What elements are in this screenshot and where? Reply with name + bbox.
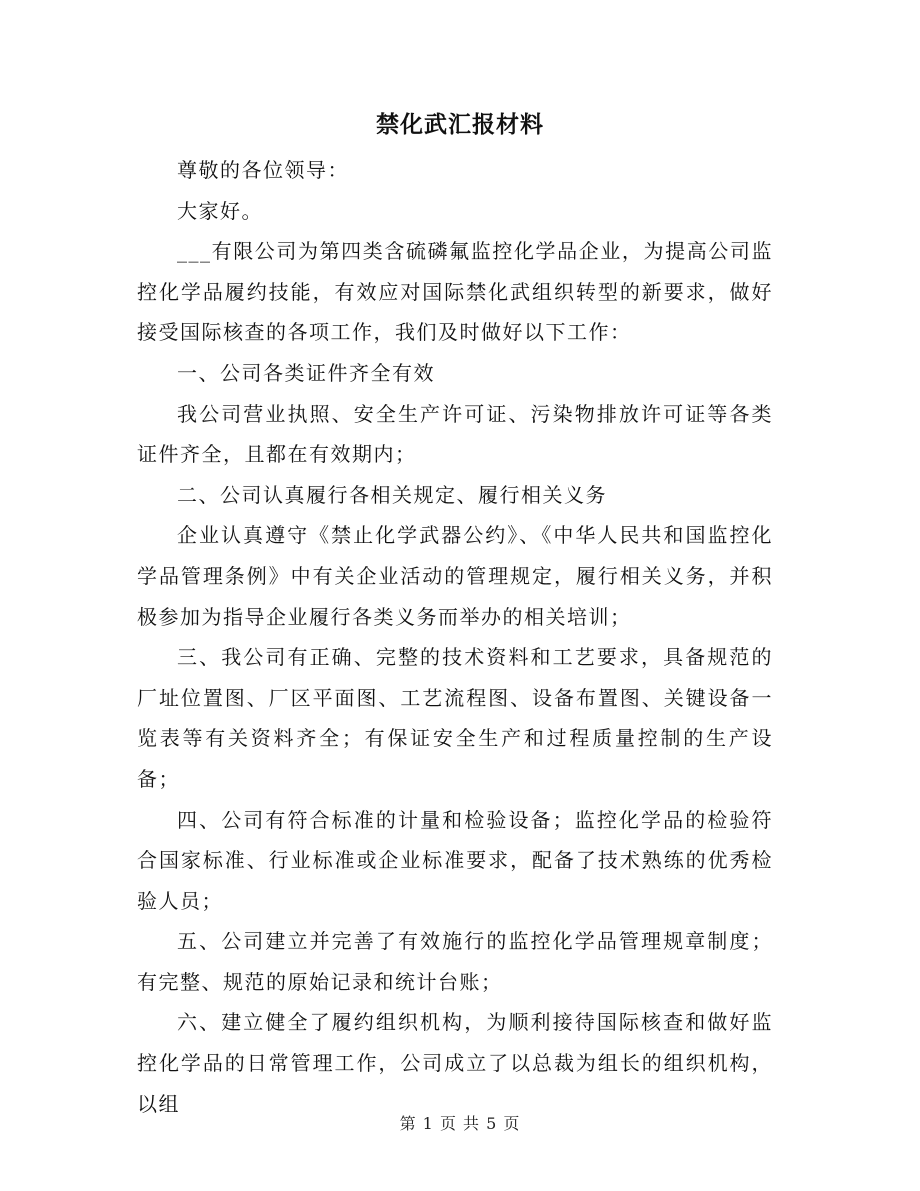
paragraph-section-2: 企业认真遵守《禁止化学武器公约》、《中华人民共和国监控化学品管理条例》中有关企业活动的管理规定，履行相关义务，并积极参加为指导企业履行各类义务而举办的相关培训； — [137, 523, 773, 629]
paragraph-section-3: 三、我公司有正确、完整的技术资料和工艺要求，具备规范的厂址位置图、厂区平面图、工艺流程图、设备布置图、关键设备一览表等有关资料齐全；有保证安全生产和过程质量控制的生产设备； — [137, 645, 773, 791]
paragraph-greeting: 大家好。 — [177, 198, 263, 223]
paragraph-intro: ___有限公司为第四类含硫磷氟监控化学品企业，为提高公司监控化学品履约技能，有效应对国际禁化武组织转型的新要求，做好接受国际核查的各项工作，我们及时做好以下工作： — [137, 239, 773, 345]
paragraph-salutation: 尊敬的各位领导： — [177, 158, 349, 182]
paragraph-section-5: 五、公司建立并完善了有效施行的监控化学品管理规章制度；有完整、规范的原始记录和统计台账； — [137, 929, 773, 994]
section-heading-2: 二、公司认真履行各相关规定、履行相关义务 — [177, 482, 607, 507]
document-body — [137, 150, 773, 1124]
paragraph-section-4: 四、公司有符合标准的计量和检验设备；监控化学品的检验符合国家标准、行业标准或企业标准要求，配备了技术熟练的优秀检验人员； — [137, 807, 773, 913]
section-heading-1: 一、公司各类证件齐全有效 — [177, 360, 435, 385]
page-number-footer: 第 1 页 共 5 页 — [399, 1114, 521, 1133]
paragraph-section-6: 六、建立健全了履约组织机构，为顺利接待国际核查和做好监控化学品的日常管理工作，公司成立了以总裁为组长的组织机构，以组 — [137, 1010, 773, 1116]
document-title: 禁化武汇报材料 — [376, 111, 544, 138]
paragraph-section-1: 我公司营业执照、安全生产许可证、污染物排放许可证等各类证件齐全，且都在有效期内； — [137, 401, 773, 467]
